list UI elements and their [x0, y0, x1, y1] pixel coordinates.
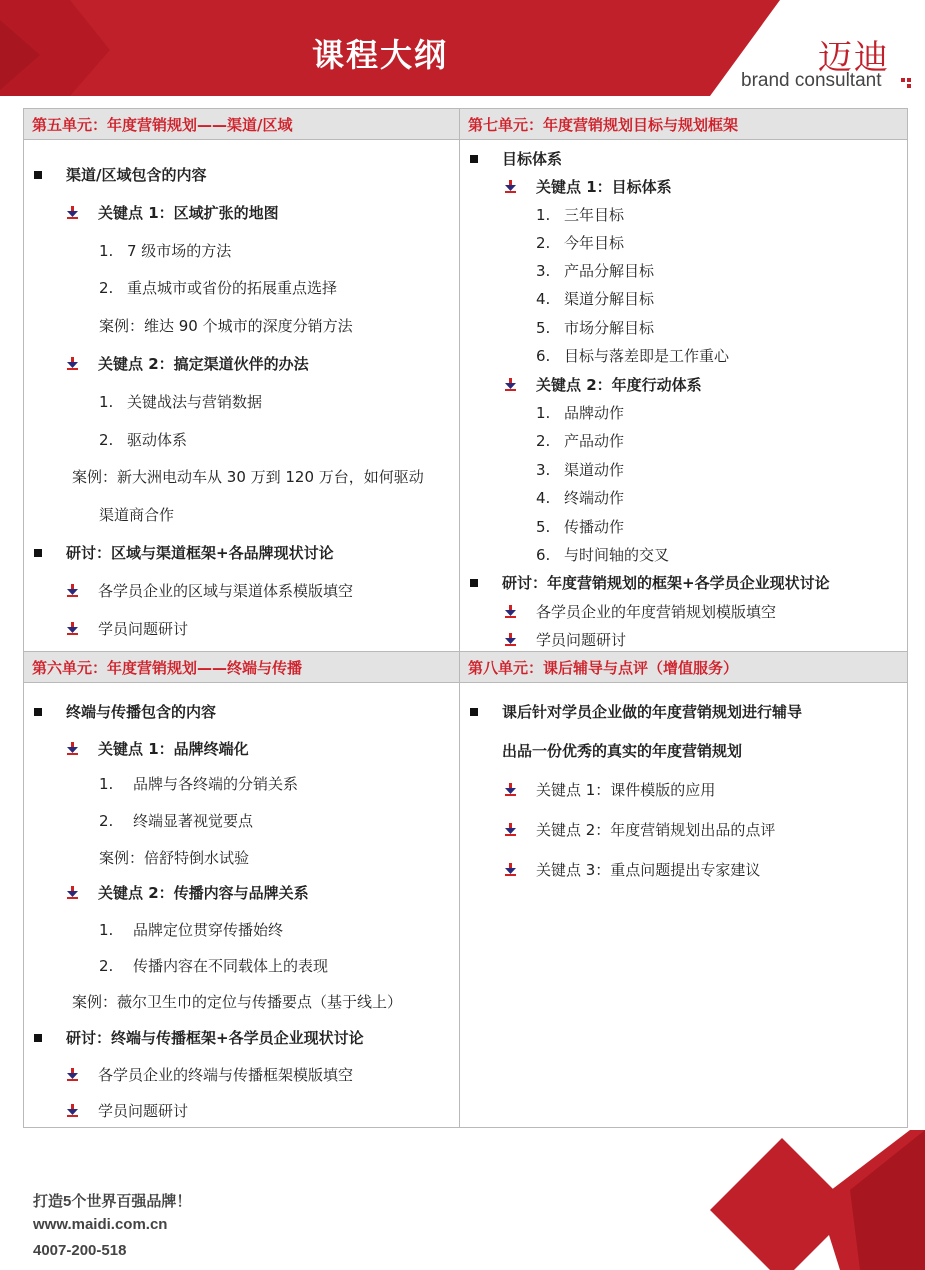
list-item: 3. 渠道动作: [536, 461, 625, 479]
list-item: 研讨：年度营销规划的框架+各学员企业现状讨论: [470, 572, 830, 593]
list-item: 1. 关键战法与营销数据: [99, 393, 263, 411]
footer-decoration: [700, 1130, 925, 1270]
list-item: 学员问题研讨: [504, 629, 626, 650]
list-item: 研讨：终端与传播框架+各学员企业现状讨论: [34, 1027, 364, 1048]
list-item: 关键点 1：目标体系: [504, 176, 672, 197]
arrow-bullet-icon: [504, 378, 518, 392]
list-item: 4. 渠道分解目标: [536, 290, 655, 308]
unit6-body: [24, 683, 460, 1128]
list-item: 4. 终端动作: [536, 489, 625, 507]
bullet-square-icon: [34, 549, 42, 557]
list-item-cont: 出品一份优秀的真实的年度营销规划: [502, 742, 743, 760]
arrow-bullet-icon: [66, 1104, 80, 1118]
arrow-bullet-icon: [66, 357, 80, 371]
arrow-bullet-icon: [504, 823, 518, 837]
arrow-bullet-icon: [66, 886, 80, 900]
bullet-square-icon: [34, 708, 42, 716]
bullet-square-icon: [470, 708, 478, 716]
list-item: 各学员企业的年度营销规划模版填空: [504, 601, 776, 622]
list-item: 2. 终端显著视觉要点: [99, 812, 254, 830]
brand-logo-cn: 迈迪: [818, 38, 890, 78]
case-note: 案例：新大洲电动车从 30 万到 120 万台，如何驱动: [72, 468, 424, 486]
footer-phone: 4007-200-518: [33, 1242, 127, 1259]
arrow-bullet-icon: [66, 584, 80, 598]
list-item: 1. 三年目标: [536, 206, 625, 224]
list-item: 5. 传播动作: [536, 518, 625, 536]
list-item: 1. 品牌动作: [536, 404, 625, 422]
list-item: 研讨：区域与渠道框架+各品牌现状讨论: [34, 542, 334, 563]
case-note: 案例：维达 90 个城市的深度分销方法: [99, 317, 353, 335]
arrow-bullet-icon: [504, 863, 518, 877]
list-item: 学员问题研讨: [66, 618, 188, 639]
list-item: 各学员企业的区域与渠道体系模版填空: [66, 580, 353, 601]
course-outline-table: [23, 108, 908, 1128]
unit8-heading: 第八单元：课后辅导与点评（增值服务）: [460, 652, 908, 683]
list-item: 6. 目标与落差即是工作重心: [536, 347, 730, 365]
brand-logo-en: brand consultant: [741, 70, 882, 91]
bullet-square-icon: [470, 155, 478, 163]
arrow-bullet-icon: [504, 633, 518, 647]
unit5-heading: 第五单元：年度营销规划——渠道/区域: [24, 109, 460, 140]
brand-dots-icon: [901, 78, 913, 88]
list-item: 3. 产品分解目标: [536, 262, 655, 280]
list-item: 关键点 2：传播内容与品牌关系: [66, 882, 309, 903]
list-item: 关键点 1：品牌终端化: [66, 738, 249, 759]
list-item: 关键点 1：区域扩张的地图: [66, 202, 279, 223]
arrow-bullet-icon: [66, 1068, 80, 1082]
unit6-heading: 第六单元：年度营销规划——终端与传播: [24, 652, 460, 683]
arrow-bullet-icon: [66, 206, 80, 220]
list-item: 终端与传播包含的内容: [34, 701, 216, 722]
list-item: 5. 市场分解目标: [536, 319, 655, 337]
footer-website[interactable]: www.maidi.com.cn: [33, 1216, 168, 1233]
case-note: 案例：倍舒特倒水试验: [99, 849, 250, 867]
list-item: 2. 传播内容在不同载体上的表现: [99, 957, 329, 975]
list-item: 关键点 2：年度营销规划出品的点评: [504, 819, 775, 840]
unit5-body: [24, 140, 460, 652]
case-note: 案例：薇尔卫生巾的定位与传播要点（基于线上）: [72, 993, 403, 1011]
list-item: 关键点 3：重点问题提出专家建议: [504, 859, 760, 880]
list-item: 6. 与时间轴的交叉: [536, 546, 670, 564]
list-item: 各学员企业的终端与传播框架模版填空: [66, 1064, 353, 1085]
case-note-cont: 渠道商合作: [99, 506, 175, 524]
unit7-body: [460, 140, 908, 652]
list-item: 2. 驱动体系: [99, 431, 188, 449]
arrow-bullet-icon: [66, 742, 80, 756]
list-item: 1. 品牌定位贯穿传播始终: [99, 921, 284, 939]
list-item: 关键点 2：搞定渠道伙伴的办法: [66, 353, 309, 374]
unit8-body: [460, 683, 908, 1128]
footer-slogan: 打造5个世界百强品牌！: [33, 1193, 192, 1210]
arrow-bullet-icon: [504, 180, 518, 194]
list-item: 2. 产品动作: [536, 432, 625, 450]
list-item: 2. 重点城市或省份的拓展重点选择: [99, 279, 338, 297]
list-item: 1. 品牌与各终端的分销关系: [99, 775, 299, 793]
arrow-bullet-icon: [504, 605, 518, 619]
bullet-square-icon: [34, 1034, 42, 1042]
list-item: 2. 今年目标: [536, 234, 625, 252]
unit7-heading: 第七单元：年度营销规划目标与规划框架: [460, 109, 908, 140]
list-item: 渠道/区域包含的内容: [34, 164, 206, 185]
list-item: 目标体系: [470, 148, 562, 169]
list-item: 学员问题研讨: [66, 1100, 188, 1121]
page-title: 课程大纲: [311, 36, 448, 74]
list-item: 关键点 2：年度行动体系: [504, 374, 702, 395]
arrow-bullet-icon: [504, 783, 518, 797]
list-item: 课后针对学员企业做的年度营销规划进行辅导: [470, 701, 802, 722]
list-item: 关键点 1：课件模版的应用: [504, 779, 715, 800]
arrow-bullet-icon: [66, 622, 80, 636]
list-item: 1. 7 级市场的方法: [99, 242, 232, 260]
bullet-square-icon: [470, 579, 478, 587]
bullet-square-icon: [34, 171, 42, 179]
